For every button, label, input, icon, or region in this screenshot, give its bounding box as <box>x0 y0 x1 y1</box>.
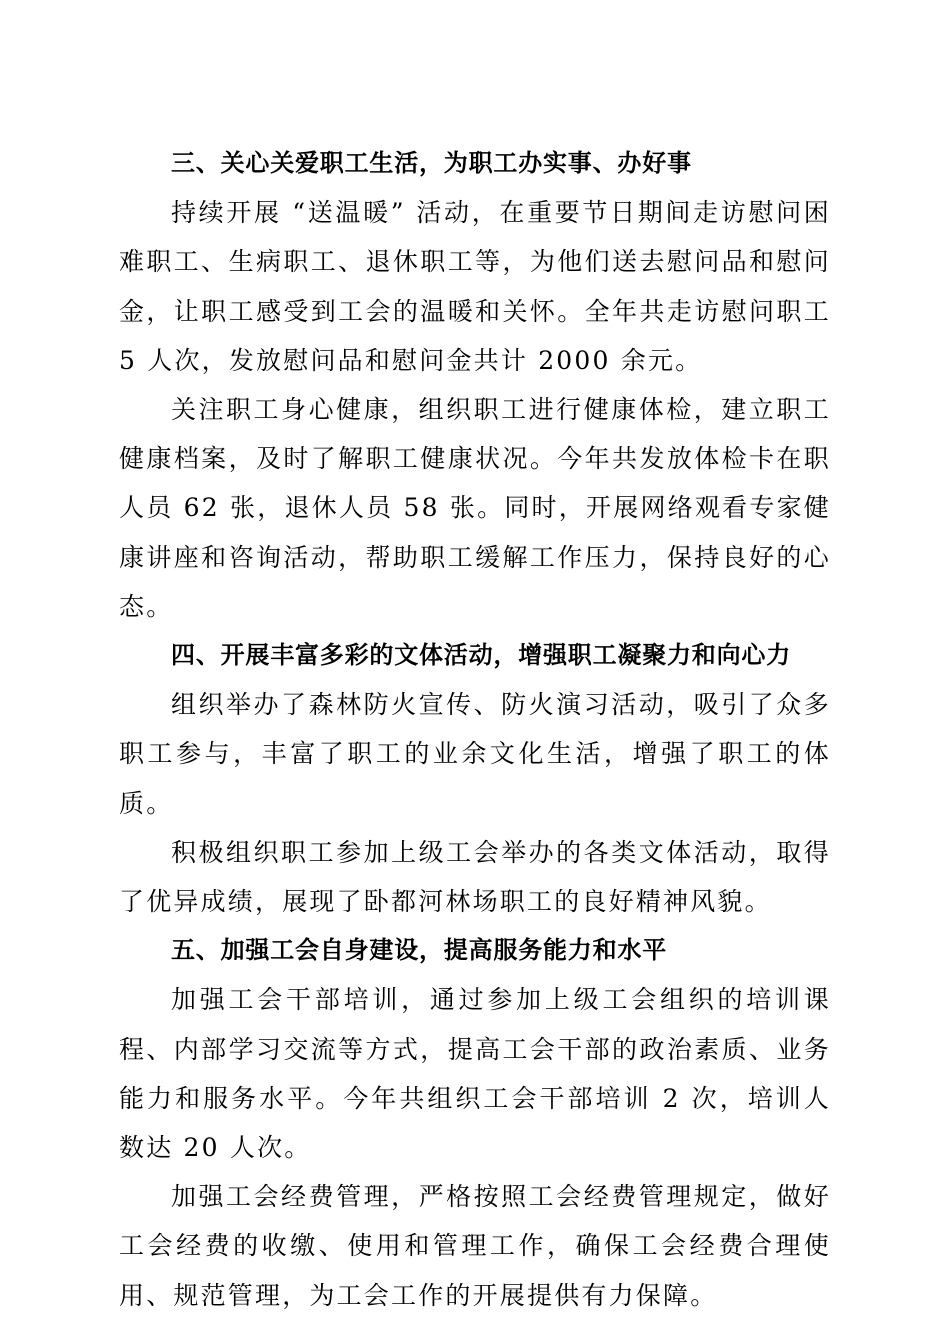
section-heading-5: 五、加强工会自身建设，提高服务能力和水平 <box>171 936 667 965</box>
section-heading-4: 四、开展丰富多彩的文体活动，增强职工凝聚力和向心力 <box>171 641 791 670</box>
paragraph-cadre-training: 加强工会干部培训，通过参加上级工会组织的培训课程、内部学习交流等方式，提高工会干部的政治素质、业务能力和服务水平。今年共组织工会干部培训 2 次，培训人数达 20 人次。 <box>119 985 831 1163</box>
paragraph-warmth-campaign: 持续开展 “送温暖” 活动，在重要节日期间走访慰问困难职工、生病职工、退休职工等，为他们送去慰问品和慰问金，让职工感受到工会的温暖和关怀。全年共走访慰问职工 5 人次，发放慰问品和慰问金共计 2000 余元。 <box>119 198 831 375</box>
paragraph-fire-prevention: 组织举办了森林防火宣传、防火演习活动，吸引了众多职工参与，丰富了职工的业余文化生活，增强了职工的体质。 <box>119 690 831 818</box>
paragraph-cultural-activities: 积极组织职工参加上级工会举办的各类文体活动，取得了优异成绩，展现了卧都河林场职工的良好精神风貌。 <box>119 837 831 917</box>
paragraph-fund-management: 加强工会经费管理，严格按照工会经费管理规定，做好工会经费的收缴、使用和管理工作，确保工会经费合理使用、规范管理，为工会工作的开展提供有力保障。 <box>119 1182 831 1310</box>
document-body <box>119 139 831 1320</box>
section-heading-3: 三、关心关爱职工生活，为职工办实事、办好事 <box>171 149 692 177</box>
paragraph-health-checkup: 关注职工身心健康，组织职工进行健康体检，建立职工健康档案，及时了解职工健康状况。今年共发放体检卡在职人员 62 张，退休人员 58 张。同时，开展网络观看专家健康讲座和咨询活动，帮助职工缓解工作压力，保持良好的心态。 <box>119 395 831 621</box>
